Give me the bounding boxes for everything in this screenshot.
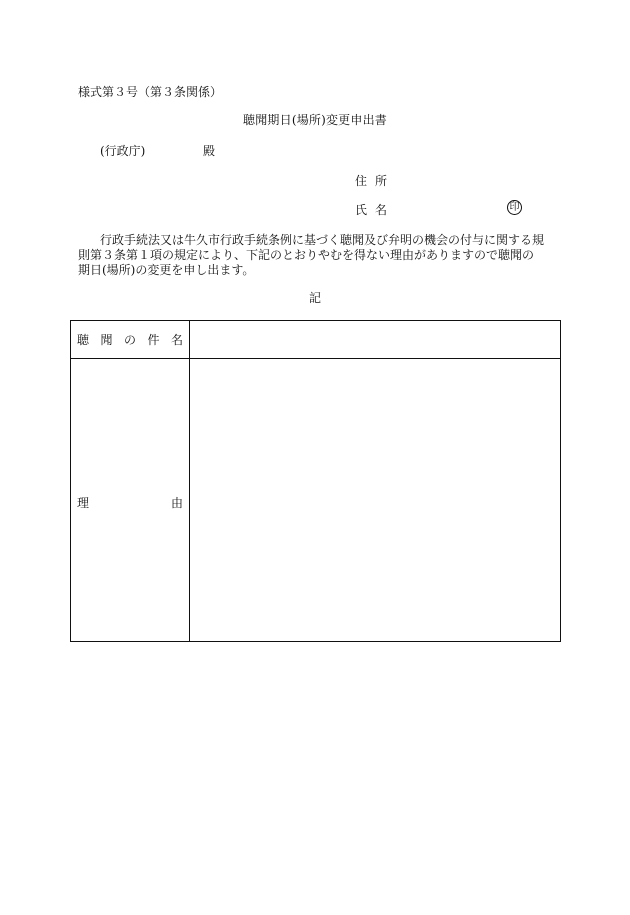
ki-label: 記	[308, 291, 321, 305]
label-char: の	[123, 333, 136, 347]
body-line-3: 期日(場所)の変更を申し出ます。	[78, 263, 255, 277]
hearing-name-label	[77, 334, 183, 346]
label-char: 聴	[77, 333, 90, 347]
body-line-2: 則第３条第１項の規定により、下記のとおりやむを得ない理由がありますので聴聞の	[78, 248, 535, 262]
label-char: 件	[147, 333, 160, 347]
label-char: 由	[170, 496, 183, 510]
label-char: 聞	[100, 333, 113, 347]
document-title: 聴聞期日(場所)変更申出書	[243, 113, 387, 127]
addressee-agency: (行政庁)	[100, 144, 146, 158]
seal-mark-icon: 印	[507, 200, 522, 215]
body-line-1: 行政手続法又は牛久市行政手続条例に基づく聴聞及び弁明の機会の付与に関する規	[100, 233, 545, 247]
body-paragraph	[78, 233, 548, 278]
address-label: 住所	[355, 174, 396, 188]
detail-table	[70, 320, 561, 642]
reason-label	[77, 497, 183, 509]
label-char: 理	[77, 496, 90, 510]
label-char: 名	[170, 333, 183, 347]
addressee-honorific: 殿	[203, 144, 216, 158]
name-label: 氏名	[355, 203, 396, 217]
form-number: 様式第３号（第３条関係）	[78, 85, 223, 99]
row-divider	[71, 358, 560, 359]
column-divider	[189, 321, 190, 641]
